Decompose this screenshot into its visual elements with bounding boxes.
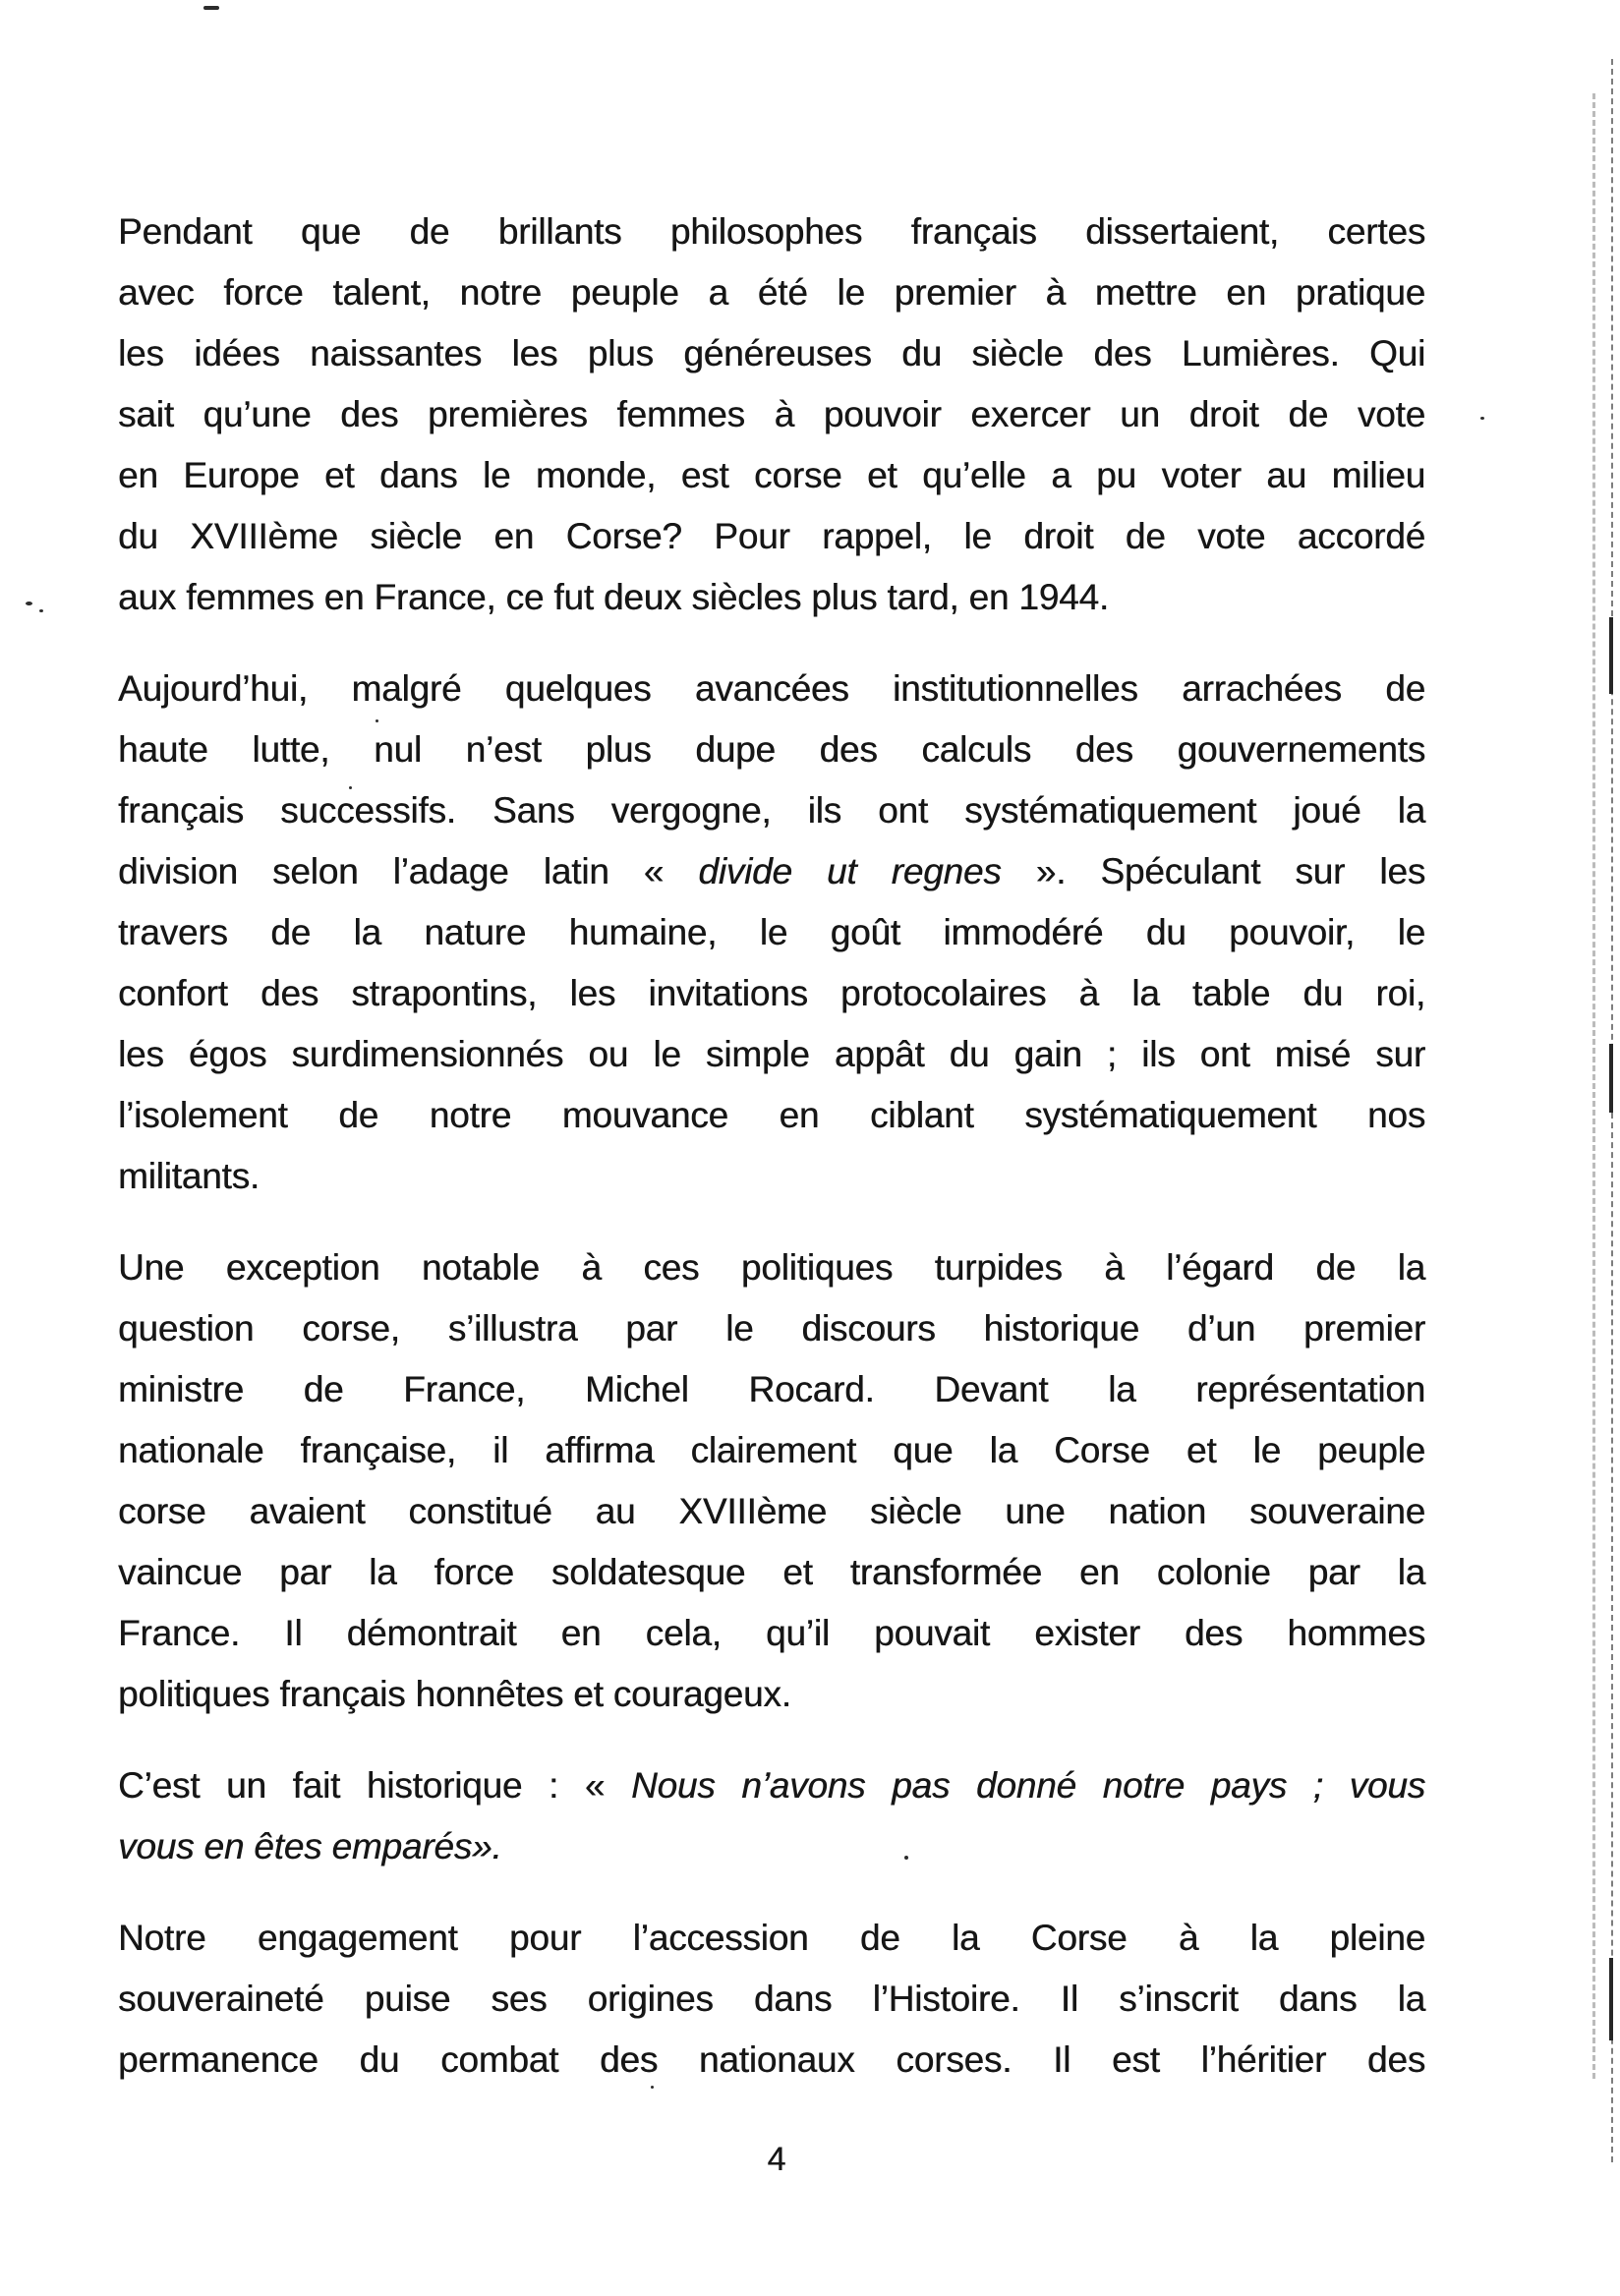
text-segment: corse avaient constitué au XVIIIème siècle une nation souveraine <box>118 1491 1425 1531</box>
text-segment: français successifs. Sans vergogne, ils ont systématiquement joué la <box>118 790 1425 831</box>
scan-speck <box>349 786 352 789</box>
text-segment: Pendant que de brillants philosophes français dissertaient, certes <box>118 211 1425 252</box>
text-line <box>118 1908 1425 1969</box>
text-segment: aux femmes en France, ce fut deux siècles plus tard, en 1944. <box>118 577 1109 617</box>
text-line <box>118 841 1425 902</box>
text-segment: division selon l’adage latin « <box>118 851 699 891</box>
text-line <box>118 201 1425 262</box>
scan-artifact-mark <box>1609 1958 1613 2040</box>
paragraph <box>118 1755 1425 1877</box>
text-segment: divide ut regnes <box>698 851 1002 891</box>
scan-speck <box>1480 417 1484 420</box>
document-text <box>118 201 1425 2121</box>
scan-artifact-mark <box>1609 617 1613 694</box>
text-line <box>118 1237 1425 1298</box>
text-segment: vous en êtes emparés». <box>118 1826 502 1866</box>
text-line <box>118 1542 1425 1603</box>
text-line <box>118 902 1425 963</box>
text-line <box>118 445 1425 506</box>
text-segment: en Europe et dans le monde, est corse et qu’elle a pu voter au milieu <box>118 455 1425 495</box>
text-segment: question corse, s’illustra par le discours historique d’un premier <box>118 1308 1425 1349</box>
text-line <box>118 1603 1425 1664</box>
text-segment: l’isolement de notre mouvance en ciblant systématiquement nos <box>118 1095 1425 1135</box>
paragraph <box>118 1237 1425 1725</box>
text-line <box>118 780 1425 841</box>
text-line <box>118 1298 1425 1359</box>
text-line <box>118 506 1425 567</box>
text-line <box>118 1969 1425 2030</box>
text-line <box>118 323 1425 384</box>
scan-speck <box>651 2086 654 2089</box>
text-line <box>118 719 1425 780</box>
text-segment: nationale française, il affirma clairement que la Corse et le peuple <box>118 1430 1425 1470</box>
text-segment: Une exception notable à ces politiques turpides à l’égard de la <box>118 1247 1425 1288</box>
page-number: 4 <box>767 2141 786 2178</box>
text-line <box>118 1664 1425 1725</box>
text-segment: Aujourd’hui, malgré quelques avancées institutionnelles arrachées de <box>118 668 1425 709</box>
text-segment: France. Il démontrait en cela, qu’il pouvait exister des hommes <box>118 1613 1425 1653</box>
text-segment: C’est un fait historique : « <box>118 1765 631 1806</box>
paragraph <box>118 201 1425 628</box>
text-segment: haute lutte, nul n’est plus dupe des calculs des gouvernements <box>118 729 1425 770</box>
scan-speck <box>39 609 43 612</box>
scan-speck <box>203 6 219 10</box>
text-segment: sait qu’une des premières femmes à pouvoir exercer un droit de vote <box>118 394 1425 434</box>
text-segment: travers de la nature humaine, le goût immodéré du pouvoir, le <box>118 912 1425 952</box>
text-line <box>118 262 1425 323</box>
text-segment: permanence du combat des nationaux corses. Il est l’héritier des <box>118 2039 1425 2080</box>
text-line <box>118 2030 1425 2091</box>
scan-speck <box>26 602 32 605</box>
text-line <box>118 1420 1425 1481</box>
text-segment: avec force talent, notre peuple a été le premier à mettre en pratique <box>118 272 1425 313</box>
text-segment: ». Spéculant sur les <box>1001 851 1426 891</box>
text-segment: ministre de France, Michel Rocard. Devant la représentation <box>118 1369 1425 1409</box>
paragraph <box>118 1908 1425 2091</box>
text-line <box>118 1085 1425 1146</box>
text-segment: souveraineté puise ses origines dans l’Histoire. Il s’inscrit dans la <box>118 1979 1425 2019</box>
text-line <box>118 1755 1425 1816</box>
text-segment: les idées naissantes les plus généreuses du siècle des Lumières. Qui <box>118 333 1425 373</box>
text-segment: Notre engagement pour l’accession de la Corse à la pleine <box>118 1918 1425 1958</box>
text-line <box>118 659 1425 719</box>
scan-fold-line <box>1592 93 1595 2079</box>
text-segment: confort des strapontins, les invitations protocolaires à la table du roi, <box>118 973 1425 1013</box>
text-line <box>118 1146 1425 1207</box>
text-line <box>118 1359 1425 1420</box>
scan-speck <box>376 719 378 722</box>
text-line <box>118 963 1425 1024</box>
text-segment: les égos surdimensionnés ou le simple appât du gain ; ils ont misé sur <box>118 1034 1425 1074</box>
text-line <box>118 384 1425 445</box>
scan-artifact-mark <box>1609 1044 1613 1113</box>
text-segment: du XVIIIème siècle en Corse? Pour rappel, le droit de vote accordé <box>118 516 1425 556</box>
text-line <box>118 1816 1425 1877</box>
scan-speck <box>904 1856 908 1860</box>
text-line <box>118 1024 1425 1085</box>
text-segment: vaincue par la force soldatesque et transformée en colonie par la <box>118 1552 1425 1592</box>
text-segment: politiques français honnêtes et courageux. <box>118 1674 791 1714</box>
text-segment: Nous n’avons pas donné notre pays ; vous <box>630 1765 1425 1806</box>
text-line <box>118 567 1425 628</box>
paragraph <box>118 659 1425 1207</box>
text-segment: militants. <box>118 1156 260 1196</box>
text-line <box>118 1481 1425 1542</box>
